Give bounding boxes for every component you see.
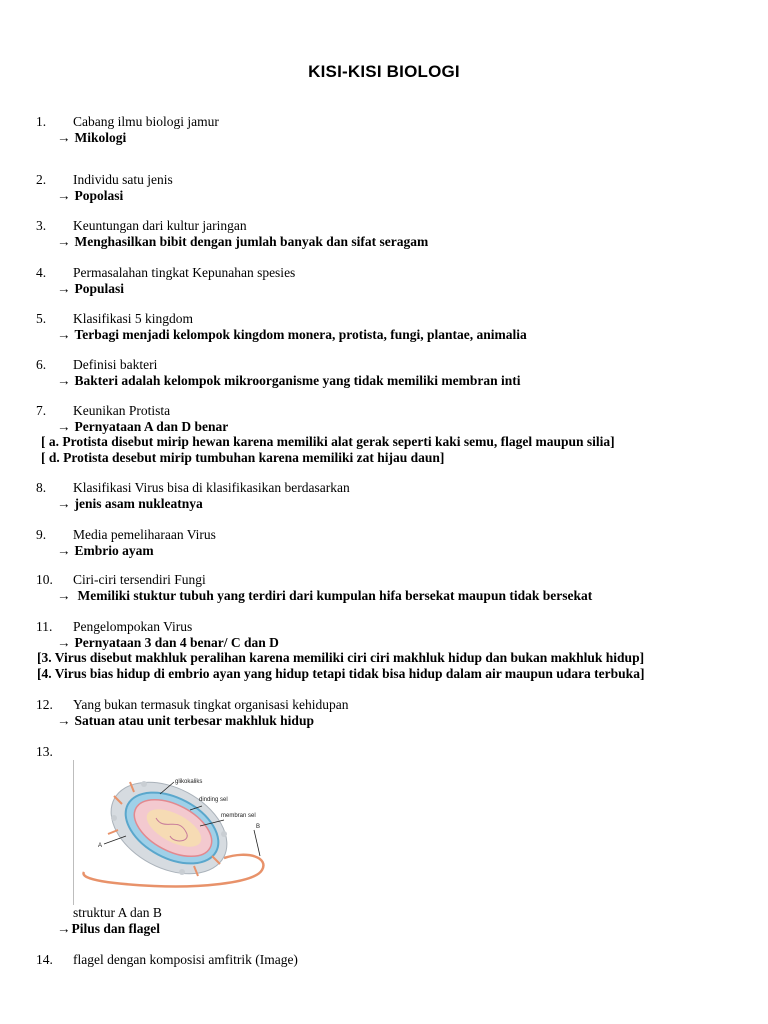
question-text: Keunikan Protista xyxy=(73,403,171,418)
arrow-icon: → xyxy=(57,635,71,650)
answer-text: Satuan atau unit terbesar makhluk hidup xyxy=(74,713,314,728)
item-number: 8. xyxy=(36,480,47,495)
answer-text: Terbagi menjadi kelompok kingdom monera, protista, fungi, plantae, animalia xyxy=(74,327,527,342)
answer xyxy=(57,327,527,343)
arrow-icon: → xyxy=(57,543,71,558)
question-text: Media pemeliharaan Virus xyxy=(73,527,216,542)
figure-label: membran sel xyxy=(221,813,256,819)
answer xyxy=(57,188,123,204)
arrow-icon: → xyxy=(57,921,71,936)
item-number: 7. xyxy=(36,403,47,418)
item-number: 5. xyxy=(36,311,47,326)
figure-label: B xyxy=(256,824,261,830)
figure-label: A xyxy=(98,843,103,849)
item-number: 4. xyxy=(36,265,47,280)
question-text: flagel dengan komposisi amfitrik (Image) xyxy=(73,952,298,967)
arrow-icon: → xyxy=(57,419,71,434)
arrow-icon: → xyxy=(57,130,71,145)
answer xyxy=(57,234,428,250)
bacteria-diagram-svg xyxy=(74,760,280,905)
item-number: 6. xyxy=(36,357,47,372)
answer-text: Pilus dan flagel xyxy=(71,921,161,936)
answer xyxy=(57,588,592,604)
question-text: Definisi bakteri xyxy=(73,357,158,372)
answer-text: Populasi xyxy=(74,281,125,296)
answer-note: [4. Virus bias hidup di embrio ayan yang hidup tetapi tidak bisa hidup dalam air maupun udara terbuka] xyxy=(37,666,645,681)
answer xyxy=(57,543,154,559)
item-number: 12. xyxy=(36,697,53,712)
item-number: 14. xyxy=(36,952,53,967)
figure-label: dinding sel xyxy=(199,797,228,803)
arrow-icon: → xyxy=(57,373,71,388)
answer-text: Bakteri adalah kelompok mikroorganisme yang tidak memiliki membran inti xyxy=(74,373,521,388)
question-text: Klasifikasi Virus bisa di klasifikasikan berdasarkan xyxy=(73,480,350,495)
item-number: 13. xyxy=(36,744,53,759)
answer xyxy=(57,496,203,512)
answer-note: [ a. Protista disebut mirip hewan karena memiliki alat gerak seperti kaki semu, flagel maupun silia] xyxy=(41,434,615,449)
question-text: Permasalahan tingkat Kepunahan spesies xyxy=(73,265,296,280)
page-title: KISI-KISI BIOLOGI xyxy=(308,62,460,81)
answer xyxy=(57,281,124,297)
figure-label: glikokaliks xyxy=(175,779,203,785)
answer-text: Pernyataan A dan D benar xyxy=(74,419,229,434)
answer xyxy=(57,373,521,389)
answer-text: Popolasi xyxy=(74,188,124,203)
answer-note: [3. Virus disebut makhluk peralihan karena memiliki ciri ciri makhluk hidup dan bukan makhluk hidup] xyxy=(37,650,645,665)
question-text: Pengelompokan Virus xyxy=(73,619,193,634)
item-number: 9. xyxy=(36,527,47,542)
item-number: 10. xyxy=(36,572,53,587)
answer-note: [ d. Protista desebut mirip tumbuhan karena memiliki zat hijau daun] xyxy=(41,450,445,465)
arrow-icon: → xyxy=(57,281,71,296)
item-number: 11. xyxy=(36,619,53,634)
question-text: Cabang ilmu biologi jamur xyxy=(73,114,219,129)
answer xyxy=(57,713,314,729)
arrow-icon: → xyxy=(57,327,71,342)
question-text: struktur A dan B xyxy=(73,905,162,920)
arrow-icon: → xyxy=(57,588,71,603)
answer xyxy=(57,130,126,146)
answer-text: Memiliki stuktur tubuh yang terdiri dari kumpulan hifa bersekat maupun tidak bersekat xyxy=(77,588,593,603)
arrow-icon: → xyxy=(57,496,71,511)
answer-text: Pernyataan 3 dan 4 benar/ C dan D xyxy=(74,635,279,650)
answer-text: Mikologi xyxy=(74,130,127,145)
question-text: Klasifikasi 5 kingdom xyxy=(73,311,193,326)
answer xyxy=(57,921,160,937)
item-number: 3. xyxy=(36,218,47,233)
question-text: Individu satu jenis xyxy=(73,172,173,187)
bacteria-diagram-image xyxy=(73,760,280,905)
question-text: Yang bukan termasuk tingkat organisasi kehidupan xyxy=(73,697,349,712)
question-text: Keuntungan dari kultur jaringan xyxy=(73,218,247,233)
question-text: Ciri-ciri tersendiri Fungi xyxy=(73,572,206,587)
answer xyxy=(57,419,228,435)
item-number: 2. xyxy=(36,172,47,187)
item-number: 1. xyxy=(36,114,47,129)
answer xyxy=(57,635,279,651)
answer-text: Embrio ayam xyxy=(74,543,154,558)
answer-text: jenis asam nukleatnya xyxy=(74,496,203,511)
arrow-icon: → xyxy=(57,234,71,249)
answer-text: Menghasilkan bibit dengan jumlah banyak dan sifat seragam xyxy=(74,234,429,249)
arrow-icon: → xyxy=(57,188,71,203)
arrow-icon: → xyxy=(57,713,71,728)
